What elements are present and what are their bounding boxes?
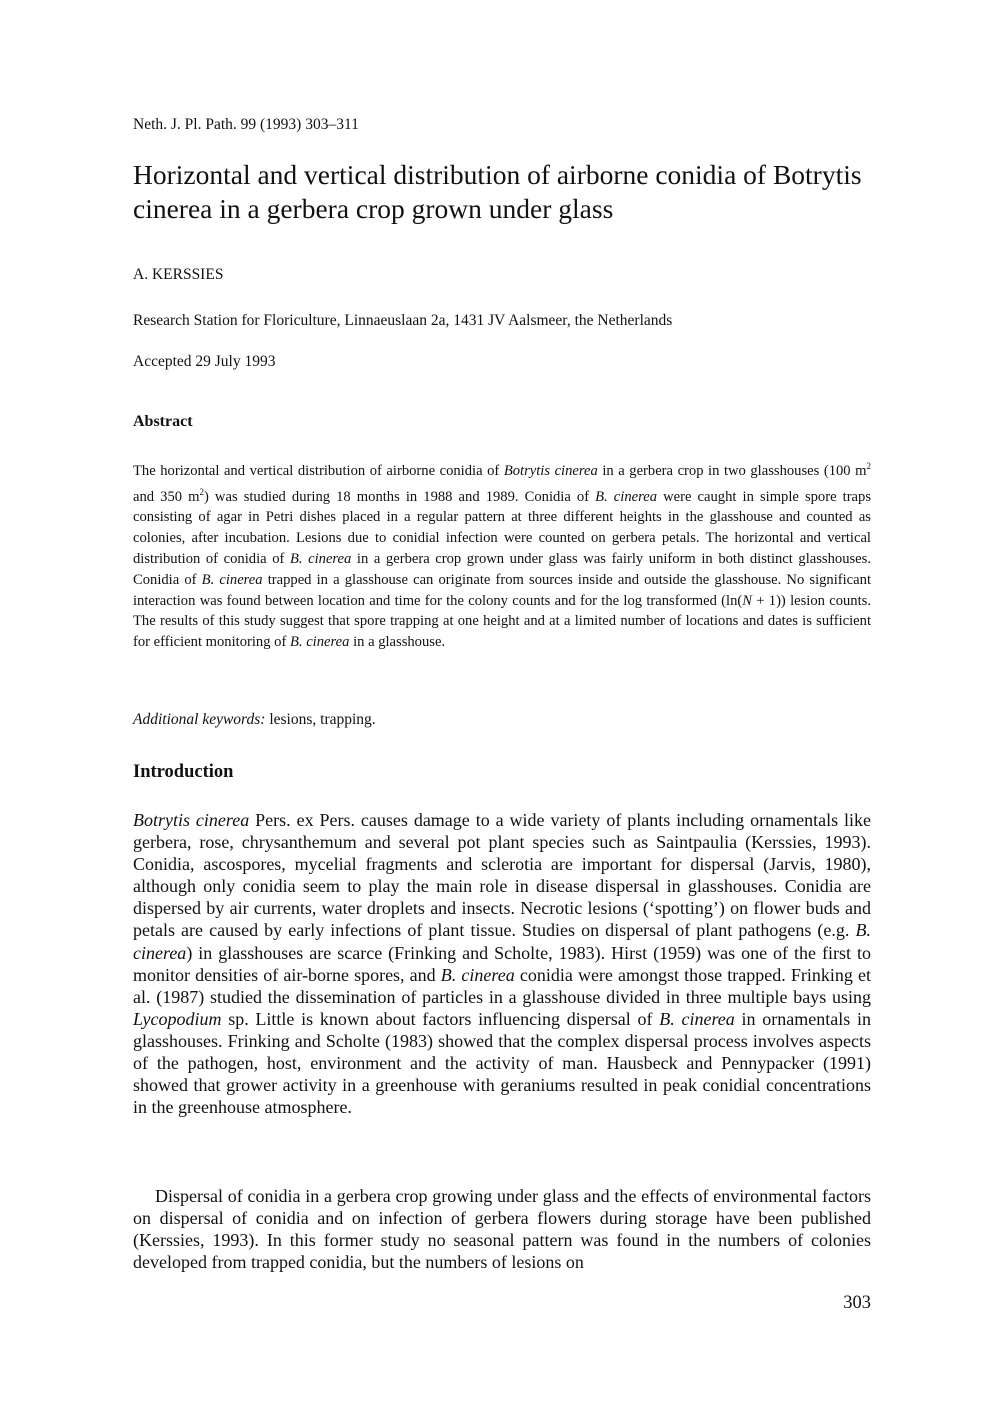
affiliation: Research Station for Floriculture, Linnaeuslaan 2a, 1431 JV Aalsmeer, the Netherlands	[133, 312, 673, 329]
paper-title: Horizontal and vertical distribution of airborne conidia of Botrytis cinerea in a gerbera crop grown under glass	[133, 159, 862, 224]
keywords-value: lesions, trapping.	[265, 711, 376, 728]
page-number: 303	[843, 1293, 871, 1313]
author: A. KERSSIES	[133, 266, 224, 283]
journal-reference: Neth. J. Pl. Path. 99 (1993) 303–311	[133, 116, 359, 133]
keywords	[133, 711, 376, 729]
introduction-paragraph-1: Botrytis cinerea Pers. ex Pers. causes damage to a wide variety of plants including ornamentals like gerbera, rose, chrysanthemum and several pot plant species such as Saintpaulia (Kerssies, 1993). Conidia, ascospores, mycelial fragments and sclerotia are important for dispersal (Jarvis, 1980), although only conidia seem to play the main role in disease dispersal in glasshouses. Conidia are dispersed by air currents, water droplets and insects. Necrotic lesions (‘spotting’) on flower buds and petals are caused by early infections of plant tissue. Studies on dispersal of plant pathogens (e.g. B. cinerea) in glasshouses are scarce (Frinking and Scholte, 1983). Hirst (1959) was one of the first to monitor densities of air-borne spores, and B. cinerea conidia were amongst those trapped. Frinking et al. (1987) studied the dissemination of particles in a glasshouse divided in three multiple bays using Lycopodium sp. Little is known about factors influencing dispersal of B. cinerea in ornamentals in glasshouses. Frinking and Scholte (1983) showed that the complex dispersal process involves aspects of the pathogen, host, environment and the activity of man. Hausbeck and Pennypacker (1991) showed that grower activity in a greenhouse with geraniums resulted in peak conidial concentrations in the greenhouse atmosphere.	[133, 810, 871, 1118]
keywords-label: Additional keywords:	[133, 711, 266, 728]
abstract-text: The horizontal and vertical distribution of airborne conidia of Botrytis cinerea in a gerbera crop in two glasshouses (100 $m^2$ and 350 $m^2$) was studied during 18 months in 1988 and 1989. Conidia of B. cinerea were caught in simple spore traps consisting of agar in Petri dishes placed in a regular pattern at three different heights in the glasshouse and counted as colonies, after incubation. Lesions due to conidial infection were counted on gerbera petals. The horizontal and vertical distribution of conidia of B. cinerea in a gerbera crop grown under glass was fairly uniform in both distinct glasshouses. Conidia of B. cinerea trapped in a glasshouse can originate from sources inside and outside the glasshouse. No significant interaction was found between location and time for the colony counts and for the log transformed (ln(N + 1)) lesion counts. The results of this study suggest that spore trapping at one height and at a limited number of locations and dates is sufficient for efficient monitoring of B. cinerea in a glasshouse.	[133, 461, 872, 651]
introduction-heading: Introduction	[133, 762, 234, 782]
abstract-heading: Abstract	[133, 413, 193, 430]
accepted-date: Accepted 29 July 1993	[133, 353, 276, 370]
introduction-paragraph-2: Dispersal of conidia in a gerbera crop growing under glass and the effects of environmental factors on dispersal of conidia and on infection of gerbera flowers during storage have been published (Kerssies, 1993). In this former study no seasonal pattern was found in the numbers of colonies developed from trapped conidia, but the numbers of lesions on	[133, 1186, 871, 1273]
